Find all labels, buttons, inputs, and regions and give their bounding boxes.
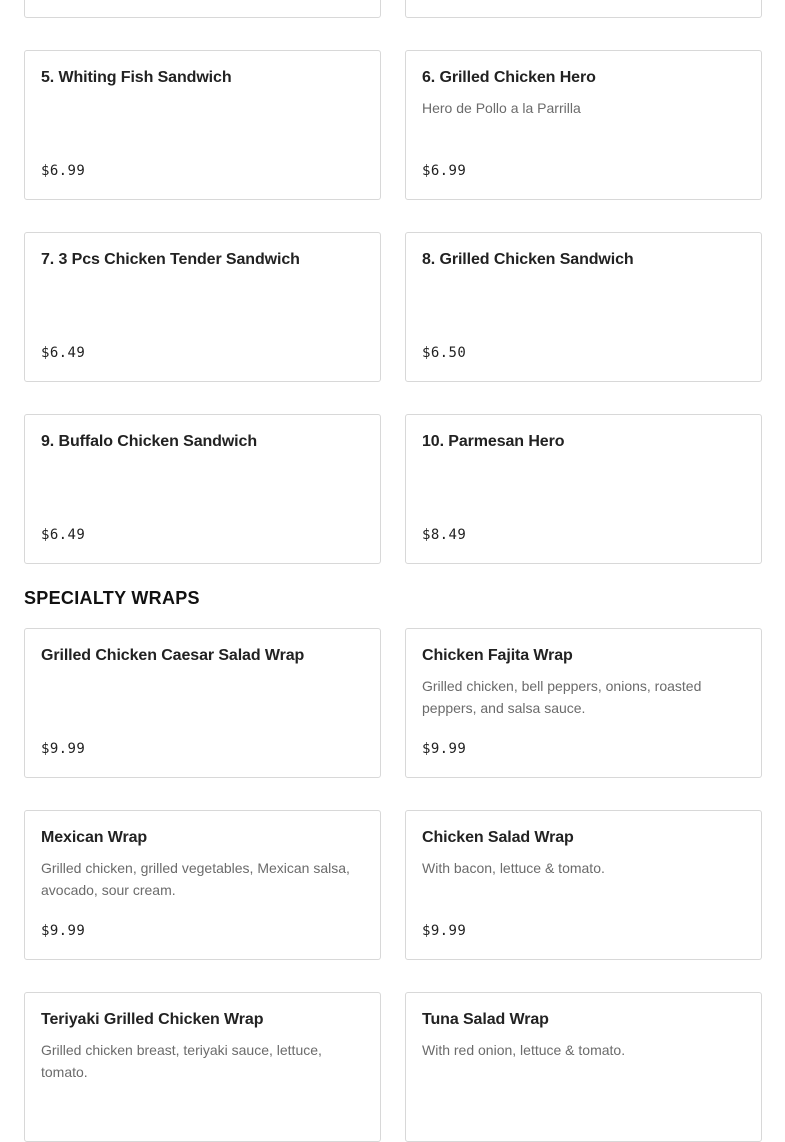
menu-item-description: With red onion, lettuce & tomato. [422, 1042, 626, 1058]
menu-item-price: $6.99 [41, 163, 86, 179]
menu-item-card[interactable] [24, 232, 381, 382]
menu-item-card[interactable] [405, 0, 762, 18]
menu-item-price: $9.99 [41, 923, 86, 939]
menu-item-card[interactable] [24, 50, 381, 200]
menu-item-card[interactable] [24, 810, 381, 960]
menu-item-description: Hero de Pollo a la Parrilla [422, 100, 581, 116]
menu-item-price: $6.50 [422, 345, 467, 361]
menu-item-price: $6.49 [41, 345, 86, 361]
menu-item-description: Grilled chicken breast, teriyaki sauce, lettuce, tomato. [41, 1042, 322, 1080]
menu-item-price: $6.49 [41, 527, 86, 543]
menu-item-name: Chicken Fajita Wrap [422, 647, 573, 664]
menu-item-name: 9. Buffalo Chicken Sandwich [41, 433, 258, 450]
menu-item-name: Mexican Wrap [41, 829, 148, 846]
menu-item-card[interactable] [405, 810, 762, 960]
menu-item-card[interactable] [405, 50, 762, 200]
menu-item-name: 5. Whiting Fish Sandwich [41, 69, 232, 86]
menu-item-card[interactable] [24, 0, 381, 18]
menu-item-price: $6.99 [422, 163, 467, 179]
menu-item-price: $9.99 [41, 741, 86, 757]
menu-item-price: $9.99 [422, 741, 467, 757]
menu-item-card[interactable] [405, 232, 762, 382]
menu-item-name: 6. Grilled Chicken Hero [422, 69, 596, 86]
menu-item-card[interactable] [405, 414, 762, 564]
section-title: SPECIALTY WRAPS [24, 588, 200, 608]
menu-item-card[interactable] [405, 628, 762, 778]
menu-item-name: 7. 3 Pcs Chicken Tender Sandwich [41, 251, 300, 268]
menu-item-description: Grilled chicken, grilled vegetables, Mexican salsa, avocado, sour cream. [41, 860, 350, 898]
menu-item-card[interactable] [24, 414, 381, 564]
menu-item-card[interactable] [405, 992, 762, 1142]
menu-item-card[interactable] [24, 628, 381, 778]
menu-item-name: Teriyaki Grilled Chicken Wrap [41, 1011, 264, 1028]
menu-item-description: Grilled chicken, bell peppers, onions, roasted peppers, and salsa sauce. [422, 678, 702, 716]
menu-item-price: $9.99 [422, 923, 467, 939]
menu-item-name: Chicken Salad Wrap [422, 829, 574, 846]
menu-item-name: Grilled Chicken Caesar Salad Wrap [41, 647, 305, 664]
menu-item-name: 10. Parmesan Hero [422, 433, 565, 450]
menu-item-description: With bacon, lettuce & tomato. [422, 860, 605, 876]
menu-item-card[interactable] [24, 992, 381, 1142]
menu-item-name: Tuna Salad Wrap [422, 1011, 549, 1028]
menu-item-name: 8. Grilled Chicken Sandwich [422, 251, 634, 268]
menu-item-price: $8.49 [422, 527, 467, 543]
